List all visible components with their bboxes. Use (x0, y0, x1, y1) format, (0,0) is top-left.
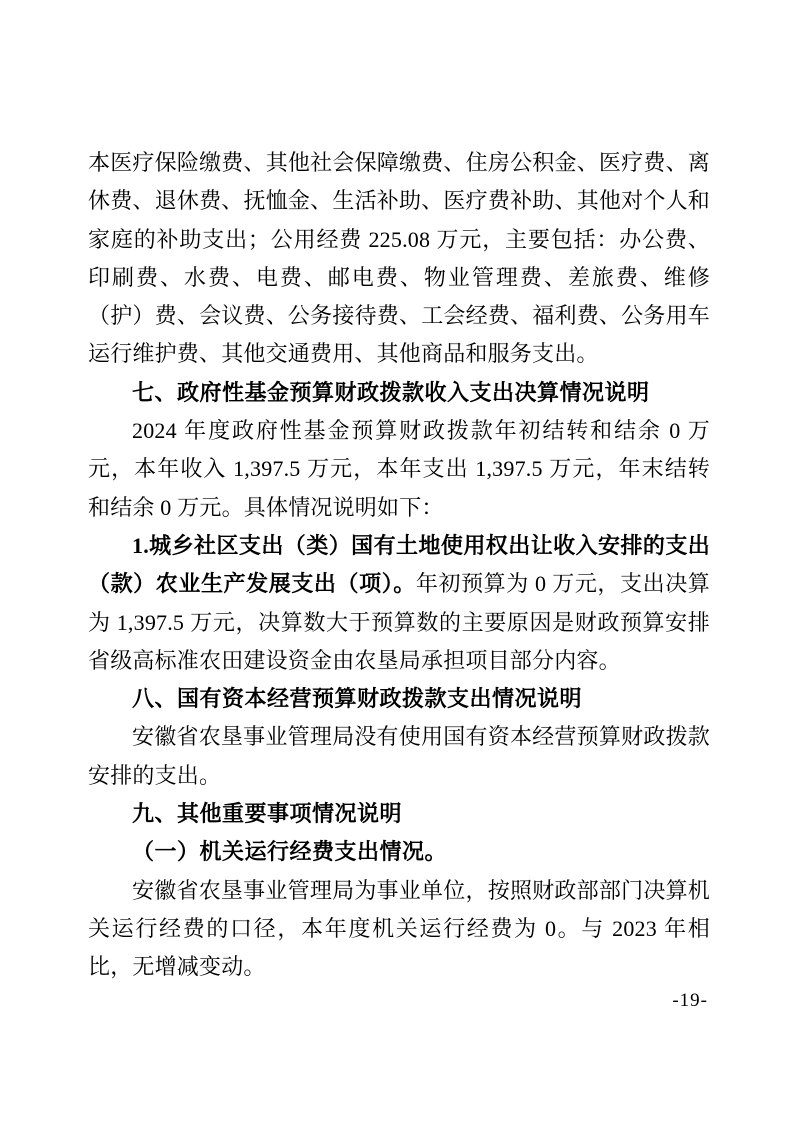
heading-section-7-gov-fund-budget: 七、政府性基金预算财政拨款收入支出决算情况说明 (132, 379, 650, 405)
document-content (88, 144, 710, 987)
paragraph-item-1-regular-text: 年初预算为 0 万元，支出决算为 1,397.5 万元，决算数大于预算数的主要原因是财政预算安排省级高标准农田建设资金由农垦局承担项目部分内容。 (88, 571, 710, 673)
heading-subsection-1-agency-operating-expense: （一）机关运行经费支出情况。 (132, 839, 448, 865)
heading-section-9-other-important-matters: 九、其他重要事项情况说明 (132, 801, 403, 827)
paragraph-urban-rural-community-item (88, 527, 710, 680)
page-number: -19- (672, 990, 708, 1011)
heading-section-8-state-capital-budget: 八、国有资本经营预算财政拨款支出情况说明 (132, 686, 583, 712)
paragraph-basic-expense-continuation: 本医疗保险缴费、其他社会保障缴费、住房公积金、医疗费、离休费、退休费、抚恤金、生活补助、医疗费补助、其他对个人和家庭的补助支出；公用经费 225.08 万元，主要包括：办公费、印刷费、水费、电费、邮电费、物业管理费、差旅费、维修（护）费、会议费、公务接待费、工会经费、福利费、公务用车运行维护费、其他交通费用、其他商品和服务支出。 (88, 150, 710, 367)
paragraph-item-1-bold-lead: 1.城乡社区支出（类）国有土地使用权出让收入安排的支出（款）农业生产发展支出（项）。 (88, 532, 710, 597)
paragraph-gov-fund-overview: 2024 年度政府性基金预算财政拨款年初结转和结余 0 万元，本年收入 1,397.5 万元，本年支出 1,397.5 万元，年末结转和结余 0 万元。具体情况说明如下： (88, 418, 710, 520)
paragraph-state-capital-statement: 安徽省农垦事业管理局没有使用国有资本经营预算财政拨款安排的支出。 (88, 724, 710, 788)
paragraph-agency-operating-expense-statement: 安徽省农垦事业管理局为事业单位，按照财政部部门决算机关运行经费的口径，本年度机关运行经费为 0。与 2023 年相比，无增减变动。 (88, 877, 710, 980)
